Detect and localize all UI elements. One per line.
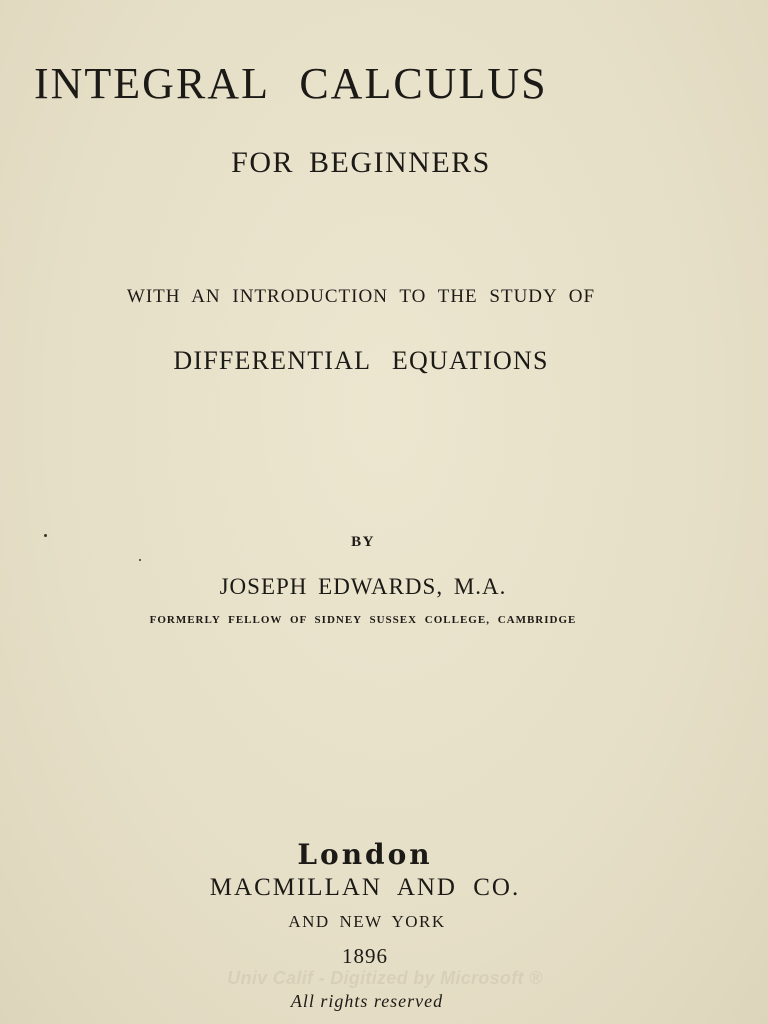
publication-year: 1896	[342, 944, 388, 968]
intro-line: WITH AN INTRODUCTION TO THE STUDY OF	[126, 286, 596, 307]
author-name: JOSEPH EDWARDS, M.A.	[219, 574, 507, 599]
book-subtitle: FOR BEGINNERS	[231, 146, 491, 179]
rights-notice: All rights reserved	[290, 991, 444, 1011]
author-affiliation: FORMERLY FELLOW OF SIDNEY SUSSEX COLLEGE, CAMBRIDGE	[149, 614, 577, 626]
by-label: BY	[351, 534, 375, 550]
digitization-watermark: Univ Calif - Digitized by Microsoft ®	[227, 968, 543, 988]
publisher-location: AND NEW YORK	[288, 912, 446, 931]
book-title: INTEGRAL CALCULUS	[34, 59, 548, 108]
paper-speck	[44, 534, 47, 537]
subject-line: DIFFERENTIAL EQUATIONS	[173, 346, 549, 375]
publication-city: London	[297, 838, 433, 871]
paper-speck	[139, 559, 141, 561]
publisher-name: MACMILLAN AND CO.	[209, 874, 521, 901]
